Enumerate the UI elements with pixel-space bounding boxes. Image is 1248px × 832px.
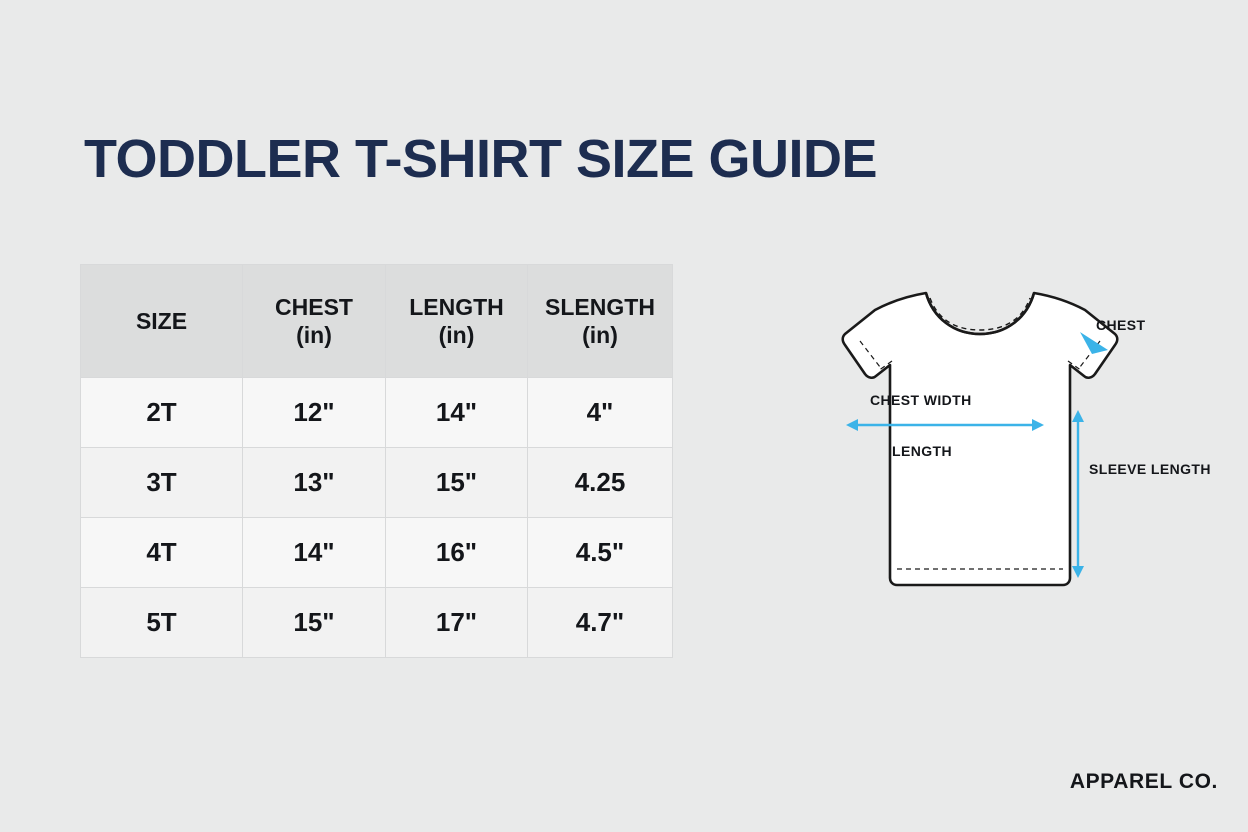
size-table bbox=[80, 264, 673, 658]
label-chest-width: CHEST WIDTH bbox=[870, 392, 972, 408]
cell-length: 17" bbox=[386, 588, 528, 658]
brand-footer: APPAREL CO. bbox=[1069, 770, 1218, 793]
column-header-size-label: SIZE bbox=[135, 307, 188, 334]
size-table-container bbox=[80, 264, 672, 658]
cell-slength: 4.7" bbox=[528, 588, 673, 658]
column-header-chest bbox=[243, 265, 386, 378]
cell-slength: 4.25 bbox=[528, 448, 673, 518]
cell-chest: 13" bbox=[243, 448, 386, 518]
label-sleeve-length: SLEEVE LENGTH bbox=[1089, 461, 1211, 477]
column-header-chest-unit: (in) bbox=[296, 322, 332, 348]
table-header-row bbox=[81, 265, 673, 378]
tshirt-illustration-svg bbox=[740, 262, 1240, 622]
cell-length: 15" bbox=[386, 448, 528, 518]
cell-chest: 12" bbox=[243, 378, 386, 448]
cell-chest: 14" bbox=[243, 518, 386, 588]
sleeve-length-measure-arrow bbox=[1072, 410, 1084, 578]
cell-slength: 4.5" bbox=[528, 518, 673, 588]
cell-size: 5T bbox=[81, 588, 243, 658]
tshirt-icon bbox=[843, 293, 1118, 585]
label-chest: CHEST bbox=[1096, 317, 1146, 333]
table-row bbox=[81, 588, 673, 658]
table-header bbox=[81, 265, 673, 378]
table-row bbox=[81, 378, 673, 448]
cell-size: 4T bbox=[81, 518, 243, 588]
cell-slength: 4" bbox=[528, 378, 673, 448]
table-body bbox=[81, 378, 673, 658]
column-header-slength bbox=[528, 265, 673, 378]
column-header-slength-unit: (in) bbox=[582, 322, 618, 348]
column-header-length-unit: (in) bbox=[438, 322, 475, 348]
cell-size: 2T bbox=[81, 378, 243, 448]
table-row bbox=[81, 448, 673, 518]
page-title: TODDLER T-SHIRT SIZE GUIDE bbox=[84, 129, 878, 189]
column-header-slength-label: SLENGTH bbox=[545, 293, 655, 320]
table-row bbox=[81, 518, 673, 588]
column-header-size bbox=[81, 265, 243, 378]
cell-length: 16" bbox=[386, 518, 528, 588]
cell-size: 3T bbox=[81, 448, 243, 518]
column-header-length bbox=[386, 265, 528, 378]
cell-length: 14" bbox=[386, 378, 528, 448]
column-header-chest-label: CHEST bbox=[275, 293, 353, 320]
cell-chest: 15" bbox=[243, 588, 386, 658]
tshirt-diagram bbox=[740, 262, 1240, 622]
column-header-length-label: LENGTH bbox=[409, 293, 504, 320]
label-length: LENGTH bbox=[892, 443, 952, 459]
